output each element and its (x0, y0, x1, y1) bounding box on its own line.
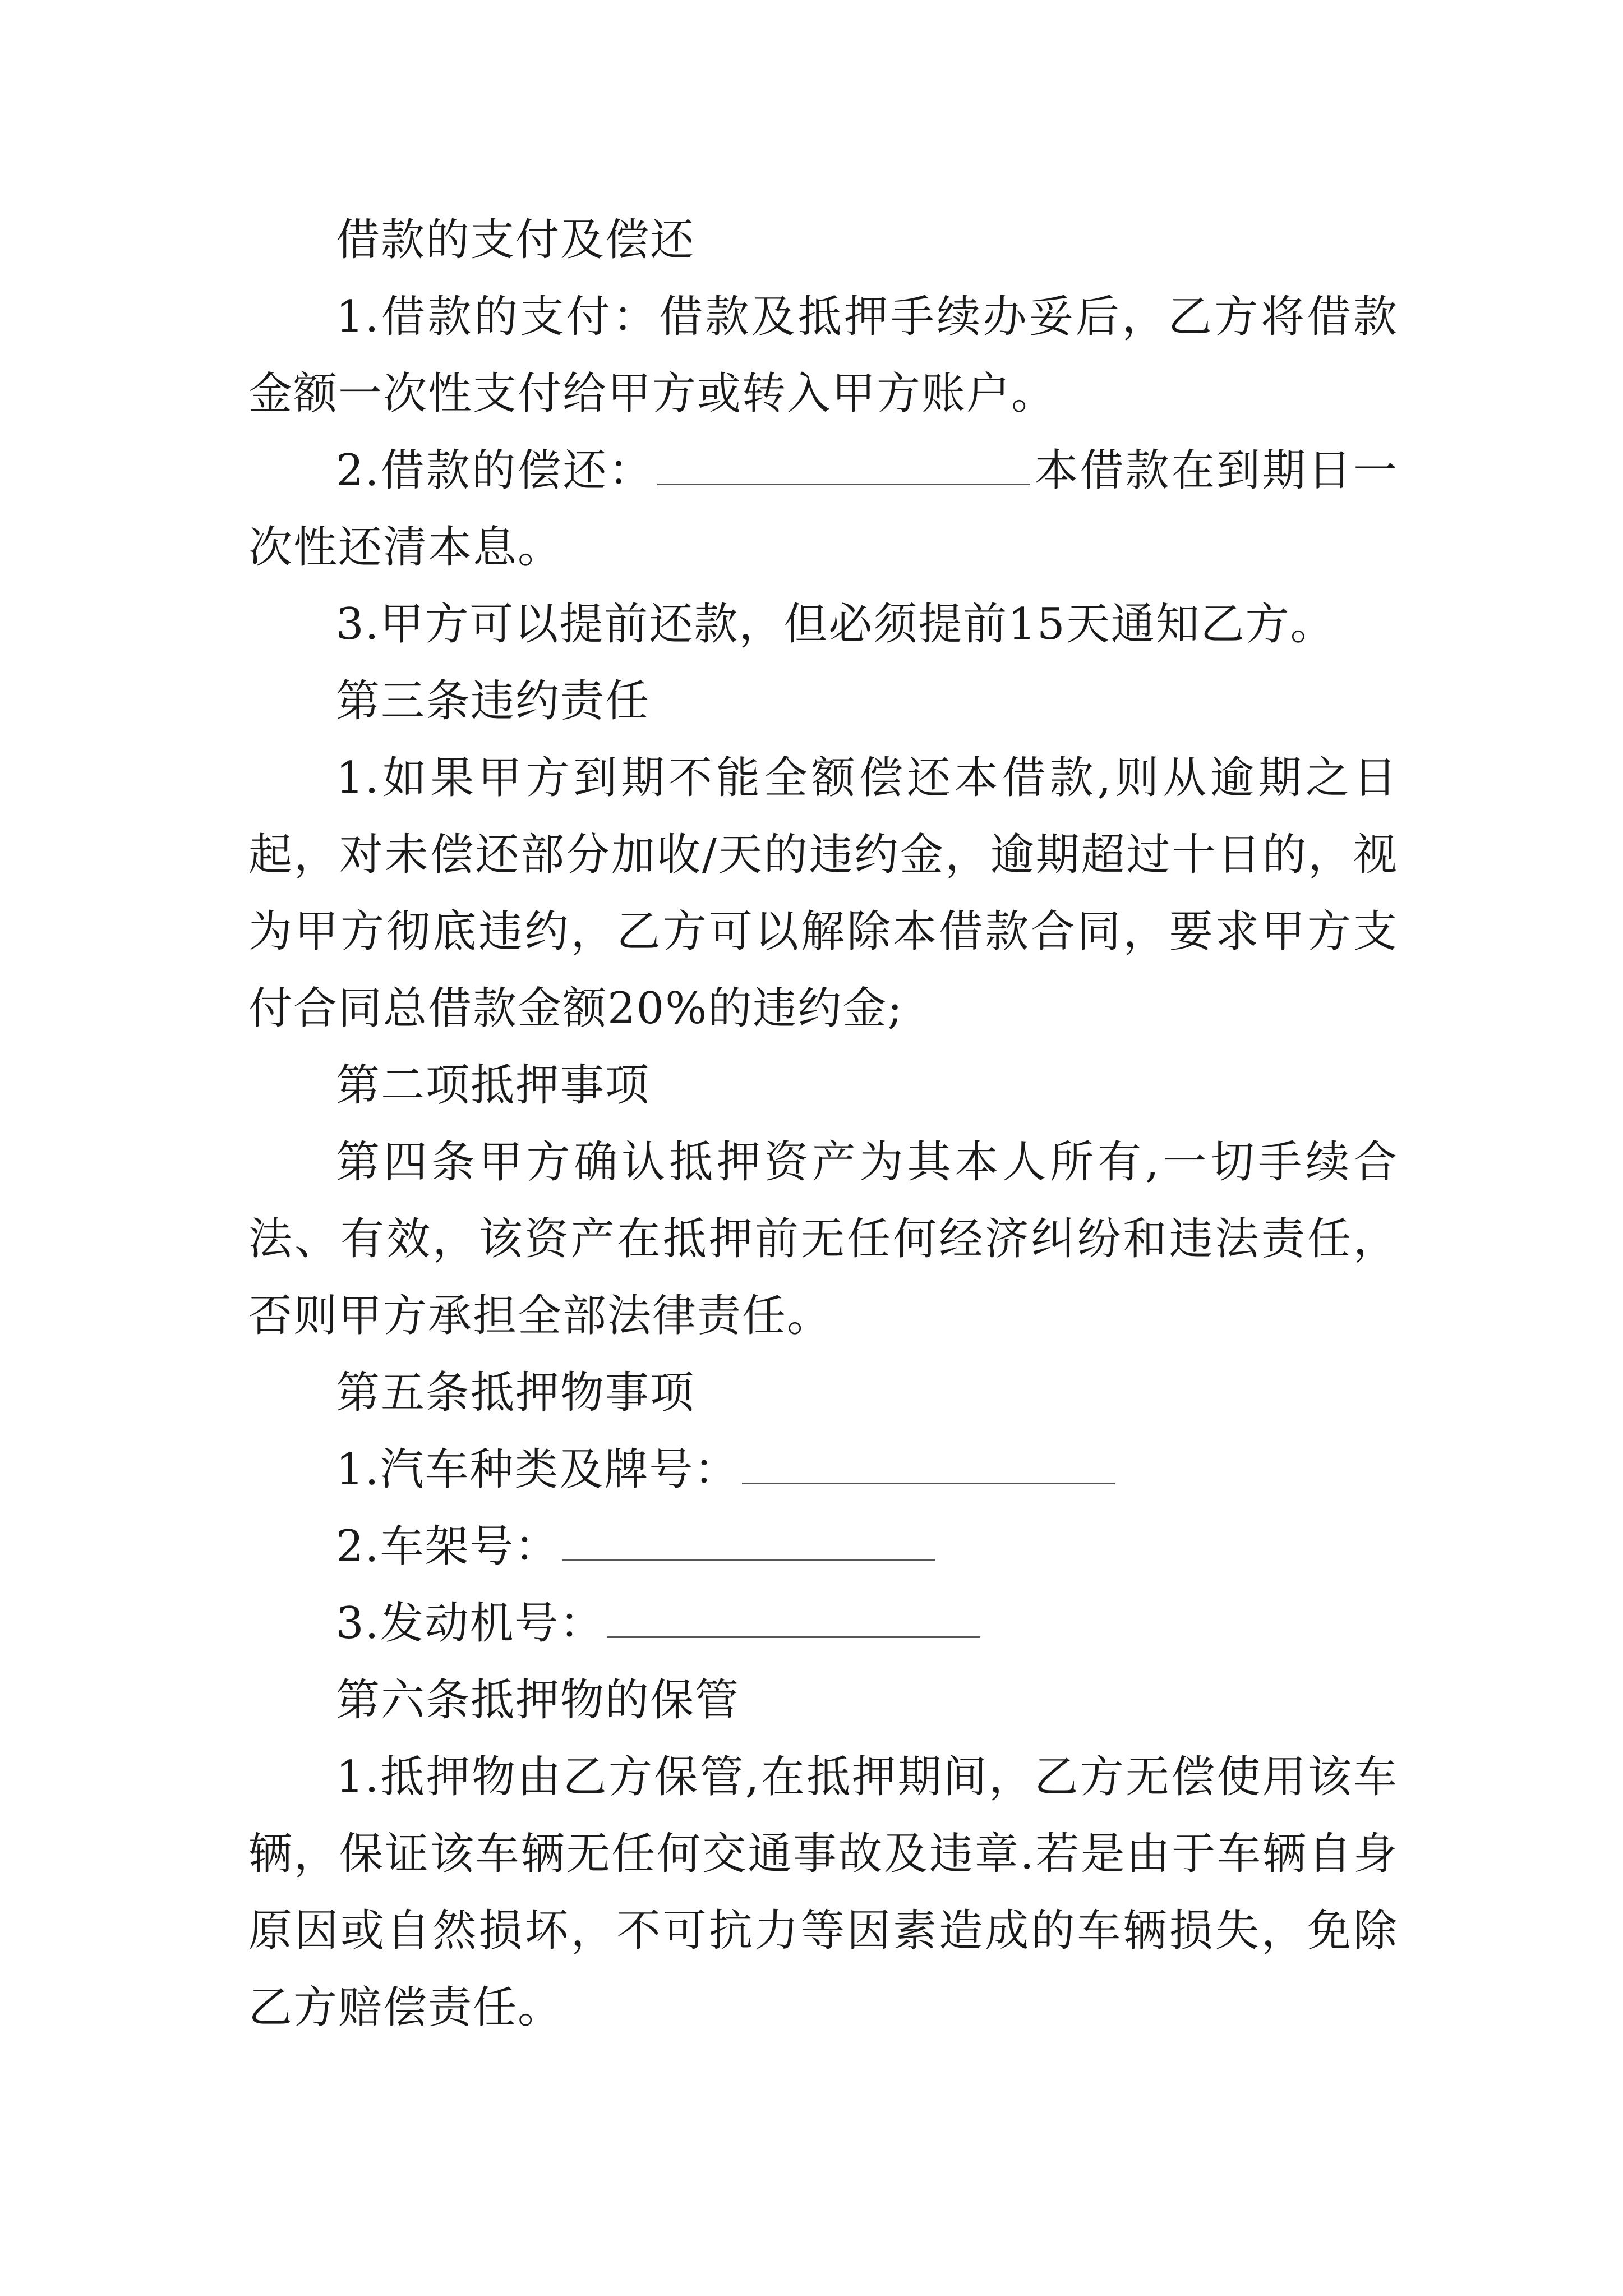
article-5-clause-2 (248, 1508, 1398, 1585)
vehicle-type-blank-field[interactable] (742, 1440, 1115, 1484)
repayment-blank-field[interactable] (657, 441, 1030, 485)
article-5-clause-3 (248, 1585, 1398, 1662)
article-5-clause-1 (248, 1432, 1398, 1508)
article-3-title: 第三条违约责任 (336, 676, 651, 726)
article-3-clause-1: 1.如果甲方到期不能全额偿还本借款,则从逾期之日起，对未偿还部分加收/天的违约金，逾期超过十日的，视为甲方彻底违约，乙方可以解除本借款合同，要求甲方支付合同总借款金额20%的违约金; (248, 753, 1398, 1034)
frame-number-label: 2.车架号： (336, 1521, 560, 1572)
article-6-title: 第六条抵押物的保管 (336, 1675, 740, 1726)
frame-number-blank-field[interactable] (562, 1517, 935, 1561)
payment-clause-2-text: 本借款在到期日一次性还清本息。 (248, 445, 1398, 573)
engine-number-label: 3.发动机号： (336, 1598, 605, 1649)
vehicle-type-label: 1.汽车种类及牌号： (336, 1444, 739, 1495)
engine-number-blank-field[interactable] (607, 1594, 980, 1638)
payment-clause-3: 3.甲方可以提前还款，但必须提前15天通知乙方。 (336, 599, 1335, 650)
article-5-title: 第五条抵押物事项 (336, 1368, 695, 1418)
payment-clause-2-label: 2.借款的偿还： (336, 445, 654, 496)
section-2-title: 第二项抵押事项 (336, 1060, 651, 1111)
document-page (248, 202, 1398, 2046)
article-4: 第四条甲方确认抵押资产为其本人所有,一切手续合法、有效，该资产在抵押前无任何经济纠纷和违法责任，否则甲方承担全部法律责任。 (248, 1137, 1398, 1341)
payment-heading: 借款的支付及偿还 (336, 215, 695, 265)
article-6-clause-1: 1.抵押物由乙方保管,在抵押期间，乙方无偿使用该车辆，保证该车辆无任何交通事故及违章.若是由于车辆自身原因或自然损坏，不可抗力等因素造成的车辆损失，免除乙方赔偿责任。 (248, 1752, 1398, 2033)
payment-clause-1: 1.借款的支付：借款及抵押手续办妥后，乙方将借款金额一次性支付给甲方或转入甲方账户。 (248, 292, 1398, 419)
payment-clause-2 (248, 432, 1398, 586)
